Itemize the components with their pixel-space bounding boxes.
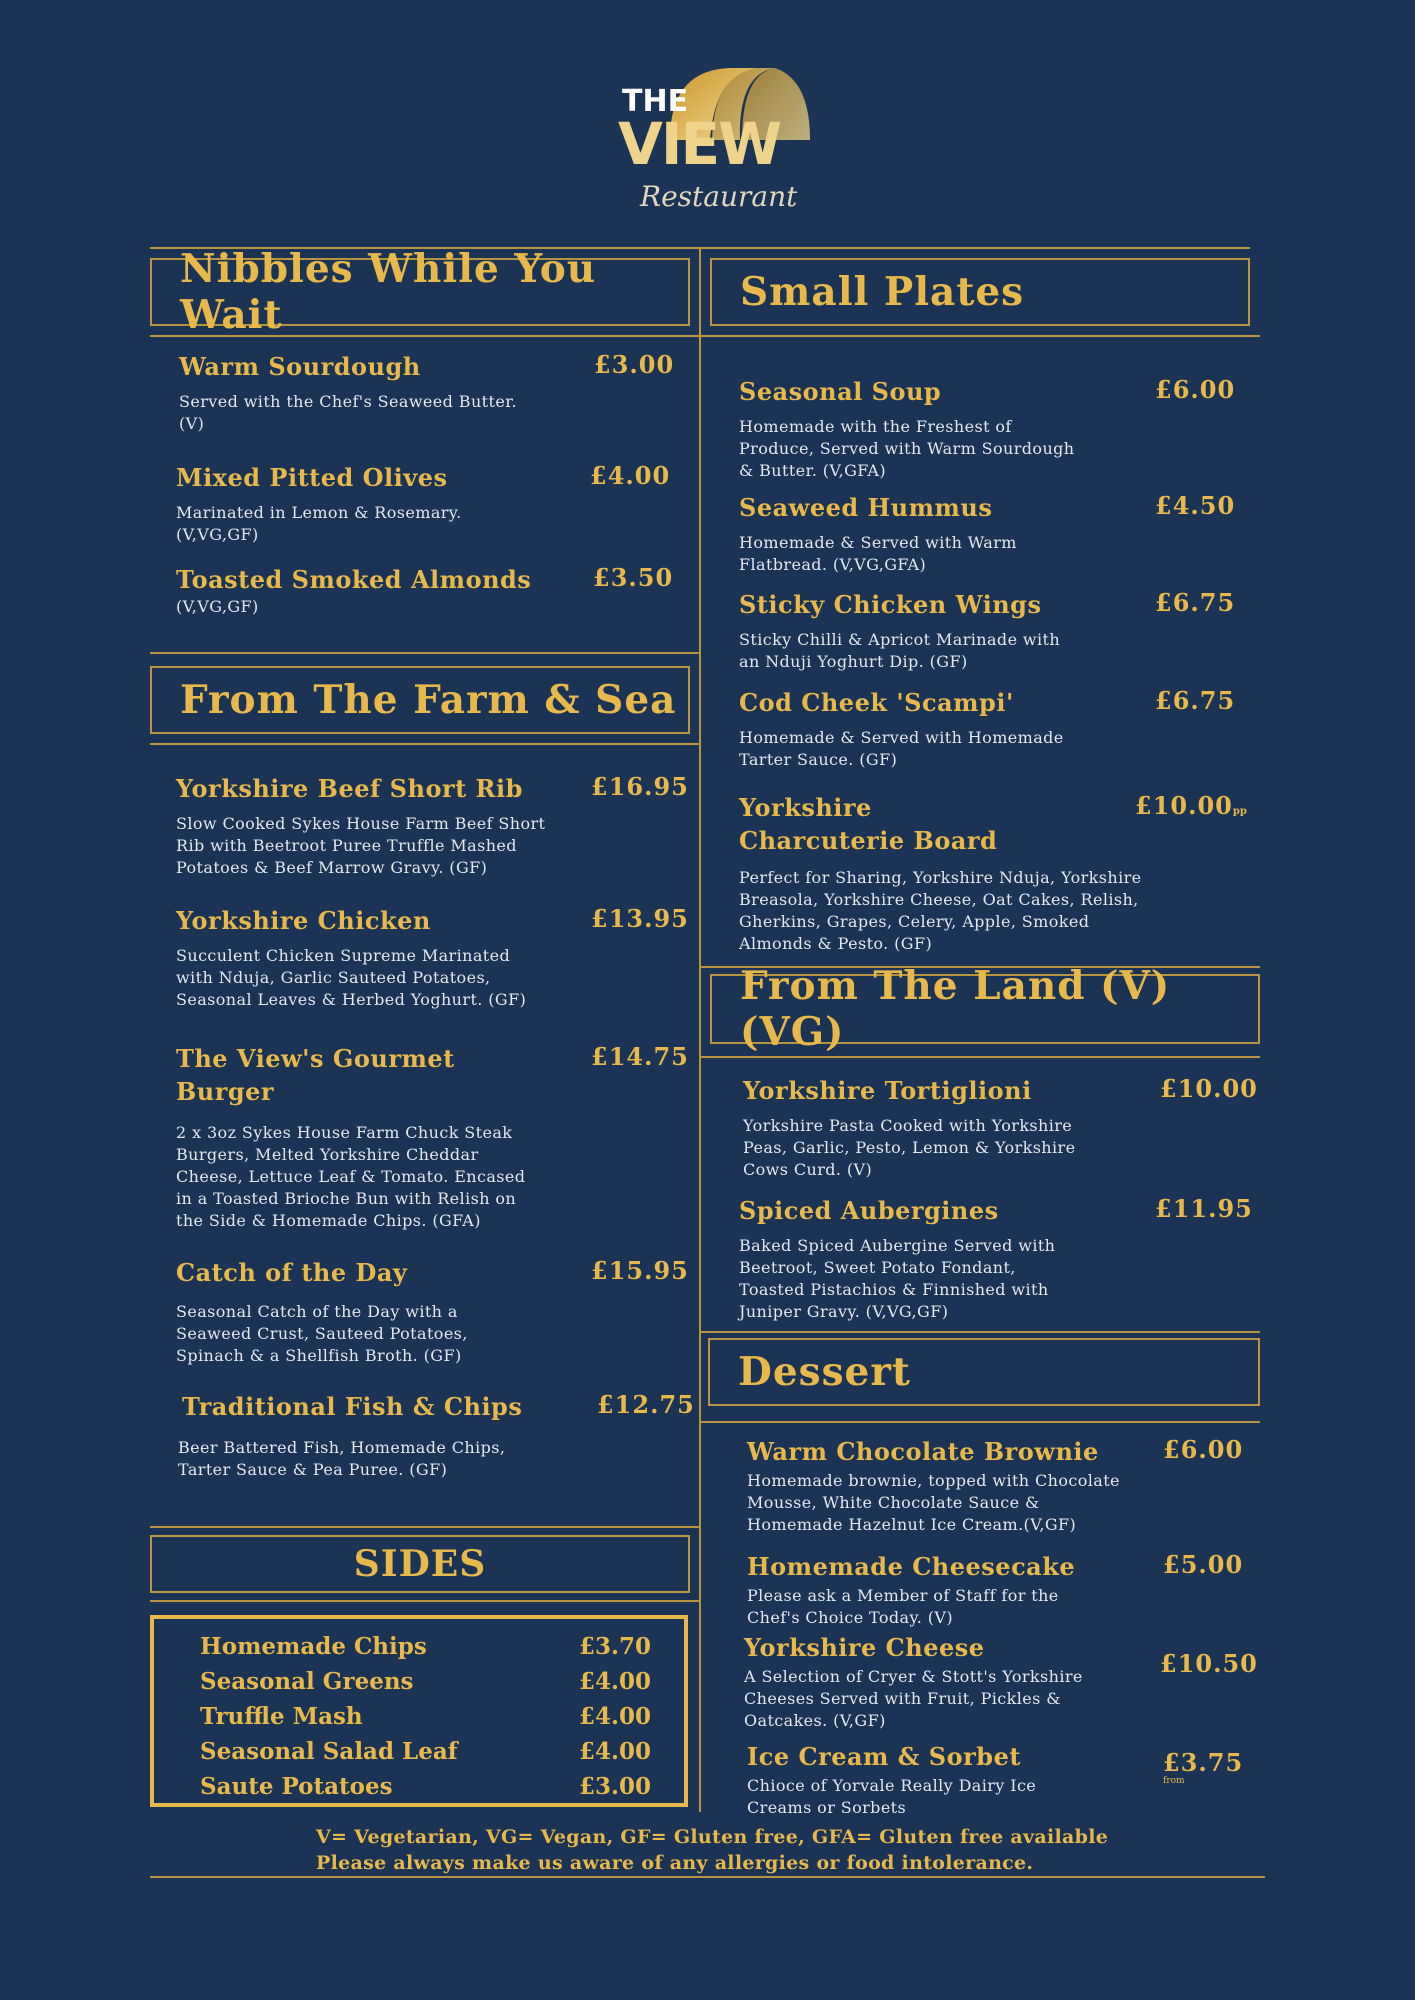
price-prefix: from <box>1163 1776 1185 1786</box>
item-price: £6.00 <box>1163 1435 1244 1464</box>
farm-header <box>150 666 690 734</box>
dessert-rule-bottom <box>700 1421 1260 1423</box>
item-price: £10.00 <box>1160 1074 1258 1103</box>
item-price: £6.75 <box>1155 686 1236 715</box>
menu-item <box>747 1550 1267 1629</box>
side-item-price: £4.00 <box>579 1738 652 1765</box>
item-price: £6.00 <box>1155 375 1236 404</box>
item-price: £10.50 <box>1160 1649 1258 1678</box>
item-name: Seasonal Soup <box>739 377 942 406</box>
sides-list <box>150 1615 688 1807</box>
menu-item <box>176 1042 689 1232</box>
farm-rule-top <box>150 652 700 654</box>
item-name: Catch of the Day <box>176 1258 408 1287</box>
item-name: Warm Chocolate Brownie <box>747 1437 1099 1466</box>
sides-rule-bottom <box>150 1600 700 1602</box>
dessert-header <box>708 1338 1260 1406</box>
nibbles-rule <box>150 335 700 337</box>
menu-item <box>739 491 1239 576</box>
land-title: From The Land (V)(VG) <box>740 963 1171 1055</box>
side-item-name: Truffle Mash <box>200 1703 363 1730</box>
farm-rule-bottom <box>150 743 700 745</box>
price-suffix: pp <box>1232 806 1247 817</box>
item-name: The View's Gourmet Burger <box>176 1044 455 1106</box>
item-desc: Yorkshire Pasta Cooked with Yorkshire Peas, Garlic, Pesto, Lemon & Yorkshire Cows Curd. (V) <box>743 1116 1076 1179</box>
item-name: Yorkshire Charcuterie Board <box>739 793 998 855</box>
menu-item <box>743 1074 1263 1181</box>
dessert-rule-top <box>700 1331 1260 1333</box>
item-price: £6.75 <box>1155 588 1236 617</box>
item-desc: Served with the Chef's Seaweed Butter. (V) <box>179 392 517 433</box>
menu-item <box>176 563 674 618</box>
logo-subtitle: Restaurant <box>640 180 798 213</box>
menu-item <box>744 1631 1264 1732</box>
dessert-title: Dessert <box>738 1349 911 1395</box>
item-price: £3.75 <box>1163 1748 1244 1777</box>
item-name: Warm Sourdough <box>179 352 421 381</box>
item-name: Seaweed Hummus <box>739 493 993 522</box>
menu-item <box>176 772 689 879</box>
item-desc: Seasonal Catch of the Day with a Seaweed Crust, Sauteed Potatoes, Spinach & a Shellfish Broth. (GF) <box>176 1302 468 1365</box>
item-name: Mixed Pitted Olives <box>176 463 448 492</box>
item-name: Yorkshire Tortiglioni <box>743 1076 1032 1105</box>
item-price: £16.95 <box>591 772 689 801</box>
allergy-notice: Please always make us aware of any allergies or food intolerance. <box>316 1852 1034 1874</box>
item-desc: Perfect for Sharing, Yorkshire Nduja, Yorkshire Breasola, Yorkshire Cheese, Oat Cakes, Relish, Gherkins, Grapes, Celery, Apple, Smoked Almonds & Pesto. (GF) <box>739 868 1142 953</box>
land-rule-bottom <box>700 1056 1260 1058</box>
item-desc: Homemade & Served with Warm Flatbread. (V,VG,GFA) <box>739 533 1017 574</box>
menu-item <box>739 686 1239 771</box>
item-name: Yorkshire Beef Short Rib <box>176 774 523 803</box>
item-name: Homemade Cheesecake <box>747 1552 1076 1581</box>
item-price <box>1135 791 1247 820</box>
menu-item <box>747 1740 1267 1819</box>
item-price: £12.75 <box>597 1390 695 1419</box>
menu-item <box>176 904 689 1011</box>
sides-rule-top <box>150 1526 700 1528</box>
bottom-rule <box>150 1876 1265 1878</box>
menu-item <box>739 375 1239 482</box>
allergen-key: V= Vegetarian, VG= Vegan, GF= Gluten free, GFA= Gluten free available <box>316 1826 1109 1848</box>
item-desc: Homemade brownie, topped with Chocolate Mousse, White Chocolate Sauce & Homemade Hazelnut Ice Cream.(V,GF) <box>747 1471 1120 1534</box>
price-value: £10.00 <box>1135 791 1233 820</box>
item-name: Yorkshire Chicken <box>176 906 431 935</box>
item-desc: Please ask a Member of Staff for the Chef's Choice Today. (V) <box>747 1586 1059 1627</box>
side-item-name: Seasonal Salad Leaf <box>200 1738 458 1765</box>
small-plates-rule <box>700 335 1260 337</box>
menu-item <box>747 1435 1267 1536</box>
sides-title: SIDES <box>353 1543 487 1585</box>
logo-view: VIEW <box>618 110 781 178</box>
item-name: Spiced Aubergines <box>739 1196 999 1225</box>
nibbles-header <box>150 246 690 338</box>
item-name: Ice Cream & Sorbet <box>747 1742 1021 1771</box>
item-name: Cod Cheek 'Scampi' <box>739 688 1014 717</box>
item-desc: Baked Spiced Aubergine Served with Beetroot, Sweet Potato Fondant, Toasted Pistachios & Finnished with Juniper Gravy. (V,VG,GF) <box>739 1236 1056 1321</box>
farm-title: From The Farm & Sea <box>180 677 677 723</box>
menu-item <box>739 1194 1259 1323</box>
sides-header <box>150 1535 690 1593</box>
menu-item <box>179 350 675 435</box>
land-header <box>710 963 1260 1055</box>
item-desc: Marinated in Lemon & Rosemary. (V,VG,GF) <box>176 503 462 544</box>
logo-the: THE <box>622 84 689 119</box>
logo <box>610 60 810 230</box>
small-plates-title: Small Plates <box>740 269 1025 315</box>
item-price: £14.75 <box>591 1042 689 1071</box>
item-desc: Slow Cooked Sykes House Farm Beef Short Rib with Beetroot Puree Truffle Mashed Potatoes & Beef Marrow Gravy. (GF) <box>176 814 546 877</box>
item-name: Yorkshire Cheese <box>744 1633 985 1662</box>
item-desc: Beer Battered Fish, Homemade Chips, Tarter Sauce & Pea Puree. (GF) <box>178 1438 506 1479</box>
item-price: £11.95 <box>1155 1194 1253 1223</box>
item-desc: Succulent Chicken Supreme Marinated with Nduja, Garlic Sauteed Potatoes, Seasonal Leaves & Herbed Yoghurt. (GF) <box>176 946 527 1009</box>
side-item-price: £3.70 <box>579 1633 652 1660</box>
item-name: Sticky Chicken Wings <box>739 590 1042 619</box>
menu-item <box>178 1390 695 1481</box>
side-item-price: £4.00 <box>579 1668 652 1695</box>
item-price: £5.00 <box>1163 1550 1244 1579</box>
side-item-name: Seasonal Greens <box>200 1668 414 1695</box>
item-desc: Sticky Chilli & Apricot Marinade with an Nduji Yoghurt Dip. (GF) <box>739 630 1061 671</box>
item-desc: (V,VG,GF) <box>176 597 259 616</box>
side-item-name: Homemade Chips <box>200 1633 427 1660</box>
item-desc: A Selection of Cryer & Stott's Yorkshire Cheeses Served with Fruit, Pickles & Oatcakes. (V,GF) <box>744 1667 1083 1730</box>
item-desc: 2 x 3oz Sykes House Farm Chuck Steak Burgers, Melted Yorkshire Cheddar Cheese, Lettuce Leaf & Tomato. Encased in a Toasted Brioche Bun with Relish on the Side & Homemade Chips. (GFA) <box>176 1123 526 1230</box>
item-desc: Homemade with the Freshest of Produce, Served with Warm Sourdough & Butter. (V,GFA) <box>739 417 1075 480</box>
item-price: £15.95 <box>591 1256 689 1285</box>
item-price: £4.00 <box>590 461 671 490</box>
menu-item <box>739 791 1259 955</box>
item-price: £4.50 <box>1155 491 1236 520</box>
side-item-name: Saute Potatoes <box>200 1773 393 1800</box>
menu-item <box>176 461 671 546</box>
nibbles-title: Nibbles While You Wait <box>180 246 597 338</box>
small-plates-header <box>710 258 1250 326</box>
item-price: £3.00 <box>594 350 675 379</box>
side-item-price: £4.00 <box>579 1703 652 1730</box>
menu-item <box>176 1256 689 1367</box>
side-item-price: £3.00 <box>579 1773 652 1800</box>
item-desc: Homemade & Served with Homemade Tarter Sauce. (GF) <box>739 728 1064 769</box>
item-price: £13.95 <box>591 904 689 933</box>
item-name: Traditional Fish & Chips <box>182 1392 523 1421</box>
center-divider <box>699 247 701 1812</box>
menu-item <box>739 588 1239 673</box>
item-price: £3.50 <box>593 563 674 592</box>
item-desc: Chioce of Yorvale Really Dairy Ice Creams or Sorbets <box>747 1776 1037 1817</box>
item-name: Toasted Smoked Almonds <box>176 565 532 594</box>
